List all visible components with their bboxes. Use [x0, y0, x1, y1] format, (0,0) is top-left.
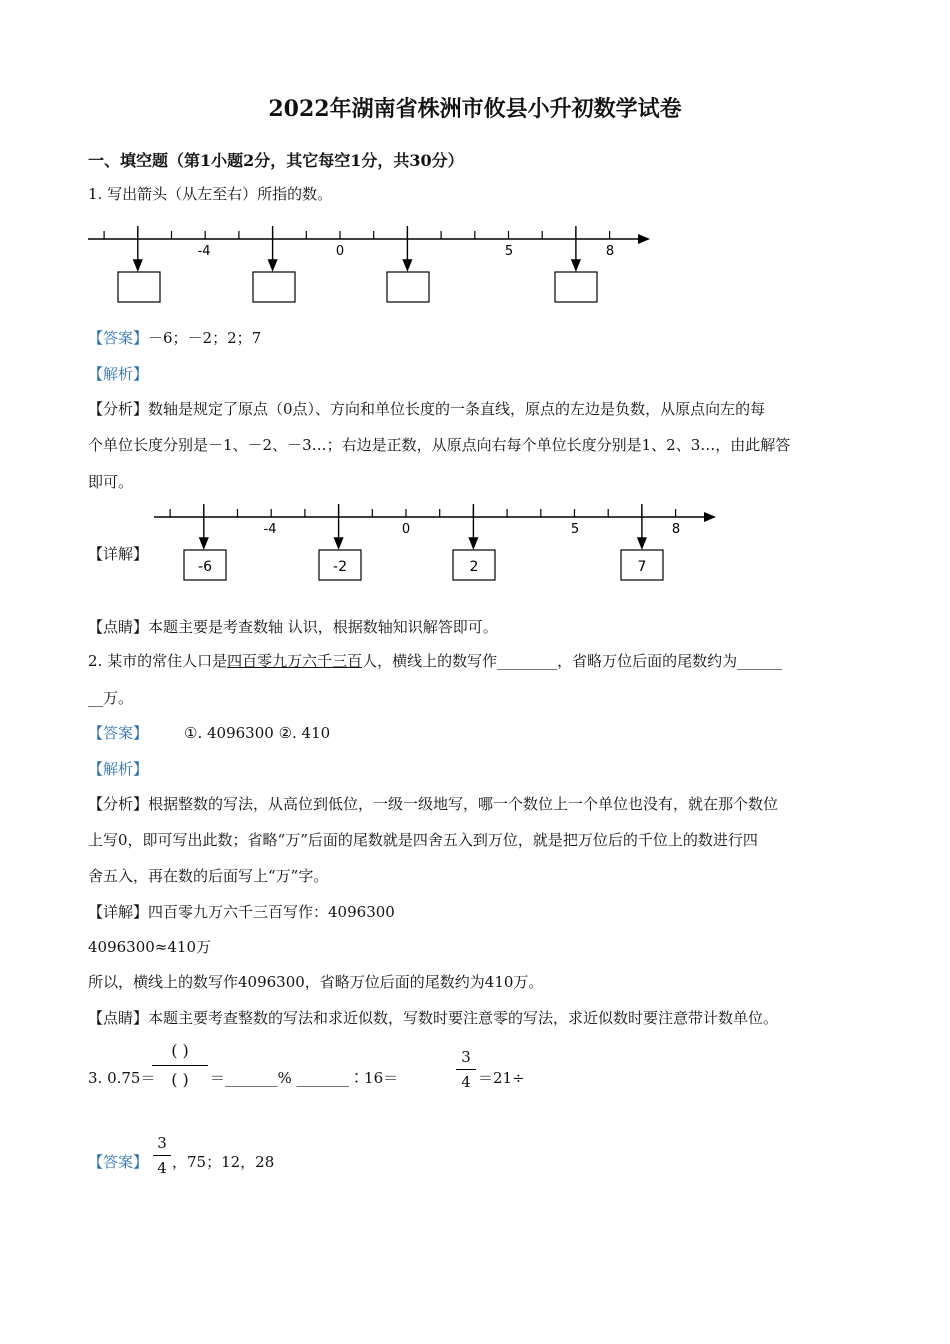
box-value: 7: [637, 559, 647, 575]
q2-fenxi-line3: 舍五入，再在数的后面写上“万”字。: [88, 867, 329, 885]
pointer-arrowhead: [572, 260, 580, 270]
pointer-arrowhead: [269, 260, 277, 270]
q1-question: 1. 写出箭头（从左至右）所指的数。: [88, 185, 333, 203]
q2-answer: 【答案】 ①. 4096300 ②. 410: [88, 724, 331, 742]
axis-label: -4: [197, 244, 211, 259]
pointer-arrowhead: [134, 260, 142, 270]
q2-question: 2. 某市的常住人口是四百零九万六千三百人，横线上的数写作________，省略万位后面的尾数约为______: [88, 652, 783, 670]
axis-label: -4: [263, 522, 277, 537]
pointer-arrowhead: [335, 538, 343, 548]
q3-prefix: 3. 0.75＝: [88, 1069, 156, 1087]
q1-dianjing: 【点睛】本题主要是考查数轴 认识，根据数轴知识解答即可。: [88, 618, 498, 636]
answer-box: [118, 272, 160, 302]
pointer-arrowhead: [200, 538, 208, 548]
answer-box: [555, 272, 597, 302]
axis-label: 5: [504, 244, 514, 259]
axis-label: 8: [605, 244, 615, 259]
q3-suffix: ＝21÷: [478, 1069, 525, 1087]
page-title: 2022年湖南省株洲市攸县小升初数学试卷: [268, 96, 682, 122]
pointer-arrowhead: [469, 538, 477, 548]
axis-label: 5: [570, 522, 580, 537]
q1-analysis-tag: 【解析】: [88, 365, 149, 383]
q2-analysis-tag: 【解析】: [88, 760, 149, 778]
q2-fenxi-line2: 上写0，即可写出此数；省略“万”后面的尾数就是四舍五入到万位，就是把万位后的千位上的数进行四: [88, 831, 758, 849]
q2-detail: 【详解】四百零九万六千三百写作：4096300: [88, 903, 395, 921]
axis-label: 8: [671, 522, 681, 537]
q1-answer: 【答案】－6；－2；2；7: [88, 329, 262, 347]
q2-question-line2: __万。: [88, 689, 134, 707]
answer-box: [387, 272, 429, 302]
axis-label: 0: [335, 244, 345, 259]
q3-middle: ＝_______% _______∶16＝: [210, 1069, 399, 1087]
pointer-arrowhead: [403, 260, 411, 270]
q1-number-line: [84, 222, 656, 308]
q3-answer-tag: 【答案】: [88, 1153, 149, 1171]
q3-answer: ，75；12，28: [172, 1153, 275, 1171]
q2-detail-line3: 所以，横线上的数写作4096300，省略万位后面的尾数约为410万。: [88, 973, 544, 991]
q3-blank-fraction: ( ) ( ): [152, 1040, 208, 1091]
box-value: 2: [469, 559, 479, 575]
q1-fenxi-line3: 即可。: [88, 473, 134, 491]
q1-fenxi-line2: 个单位长度分别是－1、－2、－3…；右边是正数，从原点向右每个单位长度分别是1、2、3…，由此解答: [88, 436, 791, 454]
q1-fenxi: 【分析】数轴是规定了原点（0点）、方向和单位长度的一条直线，原点的左边是负数，从原点向左的每: [88, 400, 766, 418]
q3-fraction: 3 4: [456, 1048, 476, 1091]
q1-detail-number-line: [150, 500, 722, 586]
q2-detail-line2: 4096300≈410万: [88, 938, 212, 956]
q1-detail-tag: 【详解】: [88, 545, 149, 563]
answer-box: [253, 272, 295, 302]
section-title: 一、填空题（第1小题2分，其它每空1分，共30分）: [88, 151, 464, 170]
q2-dianjing: 【点睛】本题主要考查整数的写法和求近似数，写数时要注意零的写法，求近似数时要注意带计数单位。: [88, 1009, 779, 1027]
pointer-arrowhead: [638, 538, 646, 548]
box-value: -2: [333, 559, 347, 575]
axis-label: 0: [401, 522, 411, 537]
q2-fenxi: 【分析】根据整数的写法，从高位到低位，一级一级地写，哪一个数位上一个单位也没有，就在那个数位: [88, 795, 779, 813]
box-value: -6: [198, 559, 212, 575]
q3-answer-fraction: 3 4: [153, 1134, 171, 1177]
